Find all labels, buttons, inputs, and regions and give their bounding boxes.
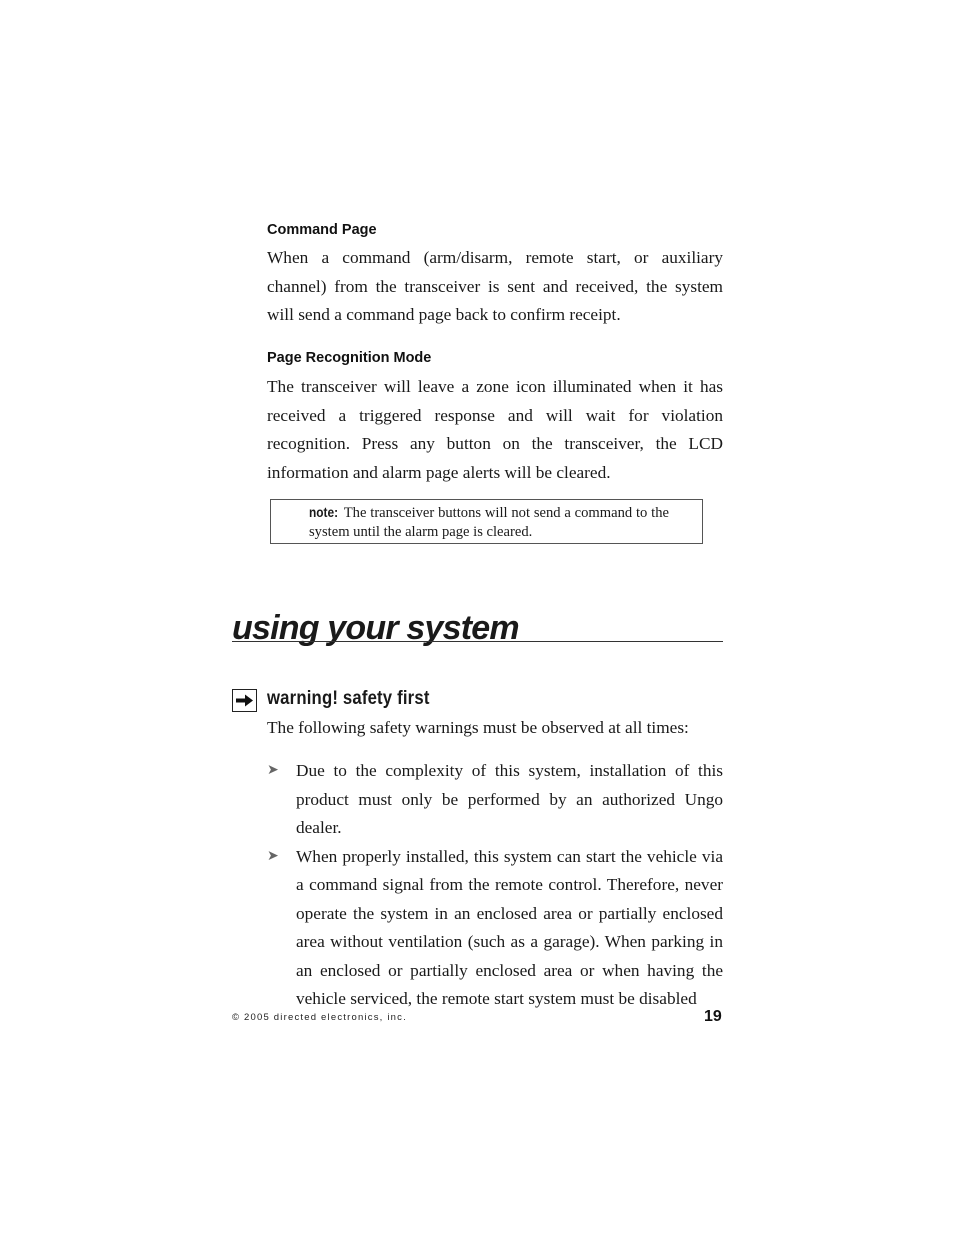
warning-intro: The following safety warnings must be observed at all times: bbox=[267, 718, 689, 737]
bullet-text: Due to the complexity of this system, installation of this product must only be performed by an authorized Ungo dealer. bbox=[296, 761, 723, 837]
right-arrow-icon bbox=[232, 689, 257, 712]
bullet-arrow-icon: ➤ bbox=[267, 848, 279, 864]
warning-bullet-list bbox=[267, 757, 723, 1014]
note-label: note: bbox=[309, 504, 339, 520]
bullet-text: When properly installed, this system can start the vehicle via a command signal from the remote control. Therefore, never operate the system in an enclosed area or partially enclosed area without ventilation (such as a garage). When parking in an enclosed or partially enclosed area or when having the vehicle serviced, the remote start system must be disabled bbox=[296, 846, 723, 1008]
page-recognition-heading: Page Recognition Mode bbox=[267, 350, 432, 366]
page-number: 19 bbox=[704, 1008, 722, 1025]
note-text-block bbox=[309, 503, 669, 542]
section-title: using your system bbox=[232, 609, 519, 647]
note-text: The transceiver buttons will not send a command to the system until the alarm page is cleared. bbox=[309, 505, 669, 540]
list-item bbox=[267, 757, 723, 843]
command-page-body: When a command (arm/disarm, remote start, or auxiliary channel) from the transceiver is sent and received, the system will send a command page back to confirm receipt. bbox=[267, 248, 723, 324]
note-box bbox=[270, 499, 703, 544]
footer-copyright: © 2005 directed electronics, inc. bbox=[232, 1012, 407, 1023]
page-recognition-body: The transceiver will leave a zone icon illuminated when it has received a triggered response and will wait for violation recognition. Press any button on the transceiver, the LCD information and alarm page alerts will be cleared. bbox=[267, 377, 723, 482]
warning-title: warning! safety first bbox=[267, 688, 430, 709]
command-page-heading: Command Page bbox=[267, 222, 377, 238]
section-rule bbox=[232, 641, 723, 642]
bullet-arrow-icon: ➤ bbox=[267, 763, 279, 778]
list-item bbox=[267, 843, 723, 1014]
